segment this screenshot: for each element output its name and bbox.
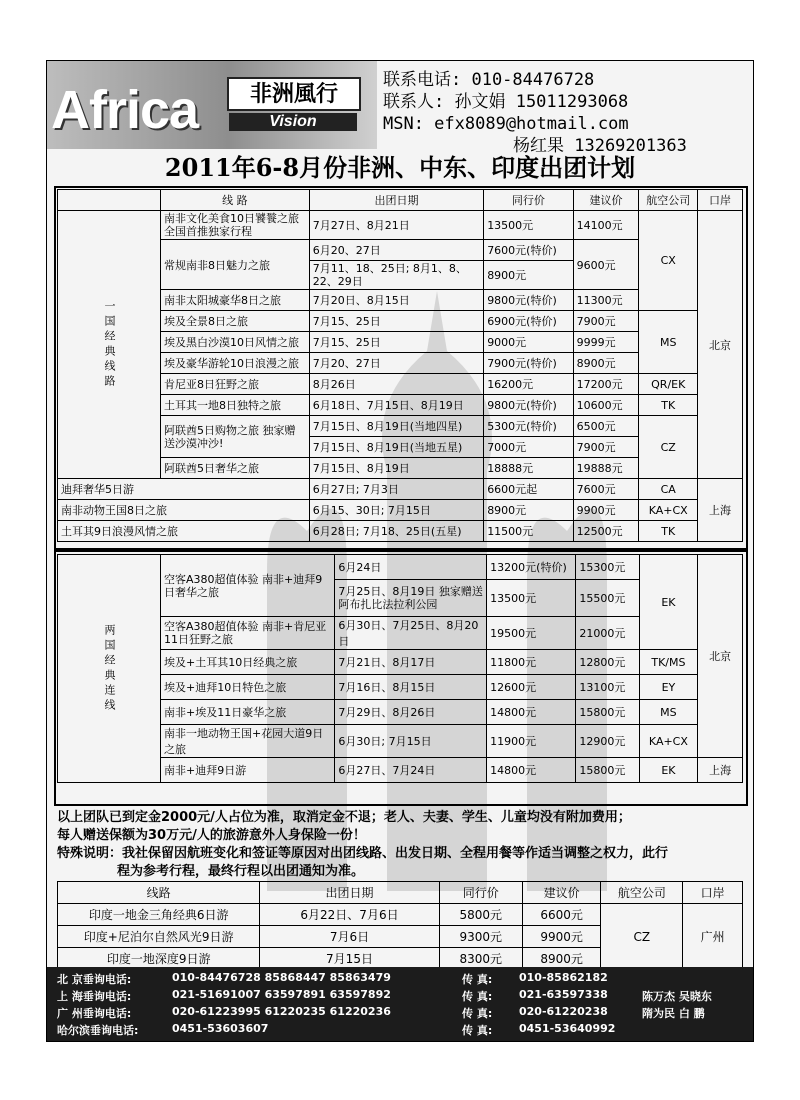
col-route: 线 路: [161, 190, 310, 211]
route-cell: 埃及+土耳其10日经典之旅: [161, 650, 335, 675]
port-cell: 广州: [683, 904, 743, 970]
table-row: [58, 904, 743, 926]
suggest-price-cell: 21000元: [576, 617, 639, 650]
suggest-price-cell: 19888元: [573, 458, 639, 479]
route-cell: 空客A380超值体验 南非+迪拜9日奢华之旅: [161, 555, 335, 617]
table-row: [58, 395, 743, 416]
peer-price-cell: 11800元: [487, 650, 576, 675]
airline-cell: TK: [639, 395, 698, 416]
date-cell: 7月20日、8月15日: [309, 290, 483, 311]
suggest-price-cell: 14100元: [573, 211, 639, 240]
airline-cell: EK: [639, 758, 698, 783]
route-cell: 南非动物王国8日之旅: [58, 500, 310, 521]
table-row: [58, 416, 743, 437]
contact-msn: MSN: efx8089@hotmail.com: [383, 114, 629, 134]
port-cell: 北京: [698, 211, 743, 479]
airline-cell: KA+CX: [639, 500, 698, 521]
date-cell: 7月27日、8月21日: [309, 211, 483, 240]
col-date: 出团日期: [309, 190, 483, 211]
table-row: [58, 211, 743, 240]
peer-price-cell: 14800元: [487, 700, 576, 725]
peer-price-cell: 18888元: [484, 458, 573, 479]
table-row: [58, 311, 743, 332]
airline-cell: KA+CX: [639, 725, 698, 758]
table-row: [58, 374, 743, 395]
logo-chinese-text: 非洲風行: [227, 77, 361, 111]
date-cell: 6月22日、7月6日: [260, 904, 439, 926]
route-cell: 埃及+迪拜10日特色之旅: [161, 675, 335, 700]
date-cell: 7月11、18、25日; 8月1、8、22、29日: [309, 261, 483, 290]
date-cell: 6月20、27日: [309, 240, 483, 261]
peer-price-cell: 9300元: [439, 926, 522, 948]
peer-price-cell: 8300元: [439, 948, 522, 970]
logo-africa-text: Africa: [51, 80, 199, 140]
airline-cell: MS: [639, 311, 698, 374]
peer-price-cell: 9800元(特价): [484, 290, 573, 311]
route-cell: 南非文化美食10日饕餮之旅 全国首推独家行程: [161, 211, 310, 240]
col-airline: 航空公司: [601, 882, 683, 904]
suggest-price-cell: 15800元: [576, 758, 639, 783]
two-country-table: [57, 554, 743, 783]
date-cell: 7月15、25日: [309, 311, 483, 332]
route-cell: 迪拜奢华5日游: [58, 479, 310, 500]
date-cell: 6月24日: [335, 555, 487, 580]
route-cell: 阿联酋5日购物之旅 独家赠送沙漠冲沙!: [161, 416, 310, 458]
route-cell: 埃及豪华游轮10日浪漫之旅: [161, 353, 310, 374]
footer-phones: 020-61223995 61220235 61220236: [172, 1005, 391, 1018]
suggest-price-cell: 10600元: [573, 395, 639, 416]
single-country-table: [57, 189, 743, 542]
airline-cell: TK: [639, 521, 698, 542]
suggest-price-cell: 17200元: [573, 374, 639, 395]
date-cell: 7月16日、8月15日: [335, 675, 487, 700]
table-row: [58, 725, 743, 758]
suggest-price-cell: 9900元: [573, 500, 639, 521]
footer-fax: 010-85862182: [519, 971, 608, 984]
table-row: [58, 758, 743, 783]
col-port: 口岸: [683, 882, 743, 904]
suggest-price-cell: 13100元: [576, 675, 639, 700]
peer-price-cell: 7900元(特价): [484, 353, 573, 374]
footer-city: 北 京垂询电话:: [57, 973, 132, 986]
peer-price-cell: 8900元: [484, 261, 573, 290]
col-suggest-price: 建议价: [573, 190, 639, 211]
route-cell: 常规南非8日魅力之旅: [161, 240, 310, 290]
date-cell: 6月27日、7月24日: [335, 758, 487, 783]
col-peer-price: 同行价: [439, 882, 522, 904]
route-cell: 埃及全景8日之旅: [161, 311, 310, 332]
date-cell: 6月30日; 7月15日: [335, 725, 487, 758]
footer-phones: 021-51691007 63597891 63597892: [172, 988, 391, 1001]
date-cell: 6月27日; 7月3日: [309, 479, 483, 500]
peer-price-cell: 5800元: [439, 904, 522, 926]
route-cell: 阿联酋5日奢华之旅: [161, 458, 310, 479]
date-cell: 6月28日; 7月18、25日(五星): [309, 521, 483, 542]
airline-cell: CZ: [639, 416, 698, 479]
route-cell: 南非太阳城豪华8日之旅: [161, 290, 310, 311]
note-special: 特殊说明：我社保留因航班变化和签证等原因对出团线路、出发日期、全程用餐等作适当调整之权力，此行: [57, 846, 669, 861]
suggest-price-cell: 9900元: [522, 926, 601, 948]
route-cell: 南非一地动物王国+花园大道9日之旅: [161, 725, 335, 758]
footer-fax-label: 传 真:: [462, 973, 493, 986]
suggest-price-cell: 7900元: [573, 311, 639, 332]
peer-price-cell: 14800元: [487, 758, 576, 783]
route-cell: 南非+埃及11日豪华之旅: [161, 700, 335, 725]
note-insurance: 每人赠送保额为30万元/人的旅游意外人身保险一份！: [57, 828, 366, 843]
route-cell: 南非+迪拜9日游: [161, 758, 335, 783]
table-row: [58, 521, 743, 542]
suggest-price-cell: 12500元: [573, 521, 639, 542]
peer-price-cell: 9800元(特价): [484, 395, 573, 416]
suggest-price-cell: 8900元: [573, 353, 639, 374]
peer-price-cell: 11900元: [487, 725, 576, 758]
note-deposit: 以上团队已到定金2000元/人占位为准，取消定金不退；老人、夫妻、学生、儿童均没有附加费用；: [57, 810, 631, 825]
flyer-page: [46, 60, 754, 1042]
peer-price-cell: 13200元(特价): [487, 555, 576, 580]
peer-price-cell: 13500元: [487, 580, 576, 617]
date-cell: 7月6日: [260, 926, 439, 948]
india-table: [57, 881, 743, 970]
peer-price-cell: 6900元(特价): [484, 311, 573, 332]
suggest-price-cell: 12800元: [576, 650, 639, 675]
footer-fax: 020-61220238: [519, 1005, 608, 1018]
route-cell: 埃及黑白沙漠10日风情之旅: [161, 332, 310, 353]
port-cell: 北京: [698, 555, 743, 758]
peer-price-cell: 8900元: [484, 500, 573, 521]
peer-price-cell: 9000元: [484, 332, 573, 353]
suggest-price-cell: 15300元: [576, 555, 639, 580]
airline-cell: EY: [639, 675, 698, 700]
footer-fax: 0451-53640992: [519, 1022, 616, 1035]
date-cell: 7月15日: [260, 948, 439, 970]
peer-price-cell: 13500元: [484, 211, 573, 240]
suggest-price-cell: 7900元: [573, 437, 639, 458]
route-cell: 印度一地金三角经典6日游: [58, 904, 260, 926]
airline-cell: CZ: [601, 904, 683, 970]
col-route: 线路: [58, 882, 260, 904]
footer-phones: 0451-53603607: [172, 1022, 269, 1035]
col-port: 口岸: [698, 190, 743, 211]
footer-fax-label: 传 真:: [462, 1007, 493, 1020]
contact-person-2: 杨红果 13269201363: [513, 136, 687, 156]
date-cell: 7月15、25日: [309, 332, 483, 353]
contact-person: 联系人: 孙文娟 15011293068: [383, 92, 629, 112]
footer-phones: 010-84476728 85868447 85863479: [172, 971, 391, 984]
date-cell: 7月25日、8月19日 独家赠送阿布扎比法拉利公园: [335, 580, 487, 617]
airline-cell: QR/EK: [639, 374, 698, 395]
airline-cell: MS: [639, 700, 698, 725]
table-row: [58, 555, 743, 580]
footer-city: 上 海垂询电话:: [57, 990, 132, 1003]
suggest-price-cell: 6600元: [522, 904, 601, 926]
date-cell: 7月29日、8月26日: [335, 700, 487, 725]
date-cell: 6月18日、7月15日、8月19日: [309, 395, 483, 416]
route-cell: 印度+尼泊尔自然风光9日游: [58, 926, 260, 948]
col-airline: 航空公司: [639, 190, 698, 211]
route-cell: 土耳其一地8日独特之旅: [161, 395, 310, 416]
col-peer-price: 同行价: [484, 190, 573, 211]
peer-price-cell: 6600元起: [484, 479, 573, 500]
col-suggest-price: 建议价: [522, 882, 601, 904]
footer-fax-label: 传 真:: [462, 1024, 493, 1037]
section-label: 两国经典连线: [58, 555, 161, 783]
col-date: 出团日期: [260, 882, 439, 904]
header: [47, 61, 753, 156]
peer-price-cell: 5300元(特价): [484, 416, 573, 437]
table-row: [58, 675, 743, 700]
peer-price-cell: 7600元(特价): [484, 240, 573, 261]
peer-price-cell: 12600元: [487, 675, 576, 700]
route-cell: 空客A380超值体验 南非+肯尼亚11日狂野之旅: [161, 617, 335, 650]
logo: [47, 61, 377, 149]
date-cell: 7月15日、8月19日(当地四星): [309, 416, 483, 437]
table-row: [58, 479, 743, 500]
logo-vision-text: Vision: [229, 113, 357, 131]
footer-fax: 021-63597338: [519, 988, 608, 1001]
footer-city: 哈尔滨垂询电话:: [57, 1024, 139, 1037]
table-row: [58, 650, 743, 675]
airline-cell: EK: [639, 555, 698, 650]
suggest-price-cell: 15800元: [576, 700, 639, 725]
footer-city: 广 州垂询电话:: [57, 1007, 132, 1020]
date-cell: 8月26日: [309, 374, 483, 395]
port-cell: 上海: [698, 479, 743, 542]
date-cell: 6月30日、7月25日、8月20日: [335, 617, 487, 650]
suggest-price-cell: 11300元: [573, 290, 639, 311]
suggest-price-cell: 15500元: [576, 580, 639, 617]
suggest-price-cell: 8900元: [522, 948, 601, 970]
peer-price-cell: 16200元: [484, 374, 573, 395]
date-cell: 7月15日、8月19日: [309, 458, 483, 479]
contact-info: [383, 69, 753, 157]
contact-phone: 联系电话: 010-84476728: [383, 70, 595, 90]
date-cell: 6月15、30日; 7月15日: [309, 500, 483, 521]
section-label: 一国经典线路: [58, 211, 161, 479]
notes: [57, 809, 747, 881]
date-cell: 7月21日、8月17日: [335, 650, 487, 675]
airline-cell: TK/MS: [639, 650, 698, 675]
date-cell: 7月15日、8月19日(当地五星): [309, 437, 483, 458]
peer-price-cell: 19500元: [487, 617, 576, 650]
suggest-price-cell: 9999元: [573, 332, 639, 353]
peer-price-cell: 11500元: [484, 521, 573, 542]
table-row: [58, 700, 743, 725]
suggest-price-cell: 6500元: [573, 416, 639, 437]
airline-cell: CA: [639, 479, 698, 500]
footer-contacts: [47, 967, 753, 1041]
suggest-price-cell: 7600元: [573, 479, 639, 500]
footer-fax-label: 传 真:: [462, 990, 493, 1003]
note-special-cont: 程为参考行程，最终行程以出团通知为准。: [117, 864, 365, 879]
route-cell: 印度一地深度9日游: [58, 948, 260, 970]
suggest-price-cell: 12900元: [576, 725, 639, 758]
suggest-price-cell: 9600元: [573, 240, 639, 290]
page-title: 2011年6-8月份非洲、中东、印度出团计划: [164, 153, 636, 182]
date-cell: 7月20、27日: [309, 353, 483, 374]
route-cell: 土耳其9日浪漫风情之旅: [58, 521, 310, 542]
airline-cell: CX: [639, 211, 698, 311]
footer-contacts: 陈万杰 吴晓东: [642, 990, 712, 1003]
route-cell: 肯尼亚8日狂野之旅: [161, 374, 310, 395]
port-cell: 上海: [698, 758, 743, 783]
footer-contacts: 隋为民 白 鹏: [642, 1007, 705, 1020]
peer-price-cell: 7000元: [484, 437, 573, 458]
table-row: [58, 500, 743, 521]
